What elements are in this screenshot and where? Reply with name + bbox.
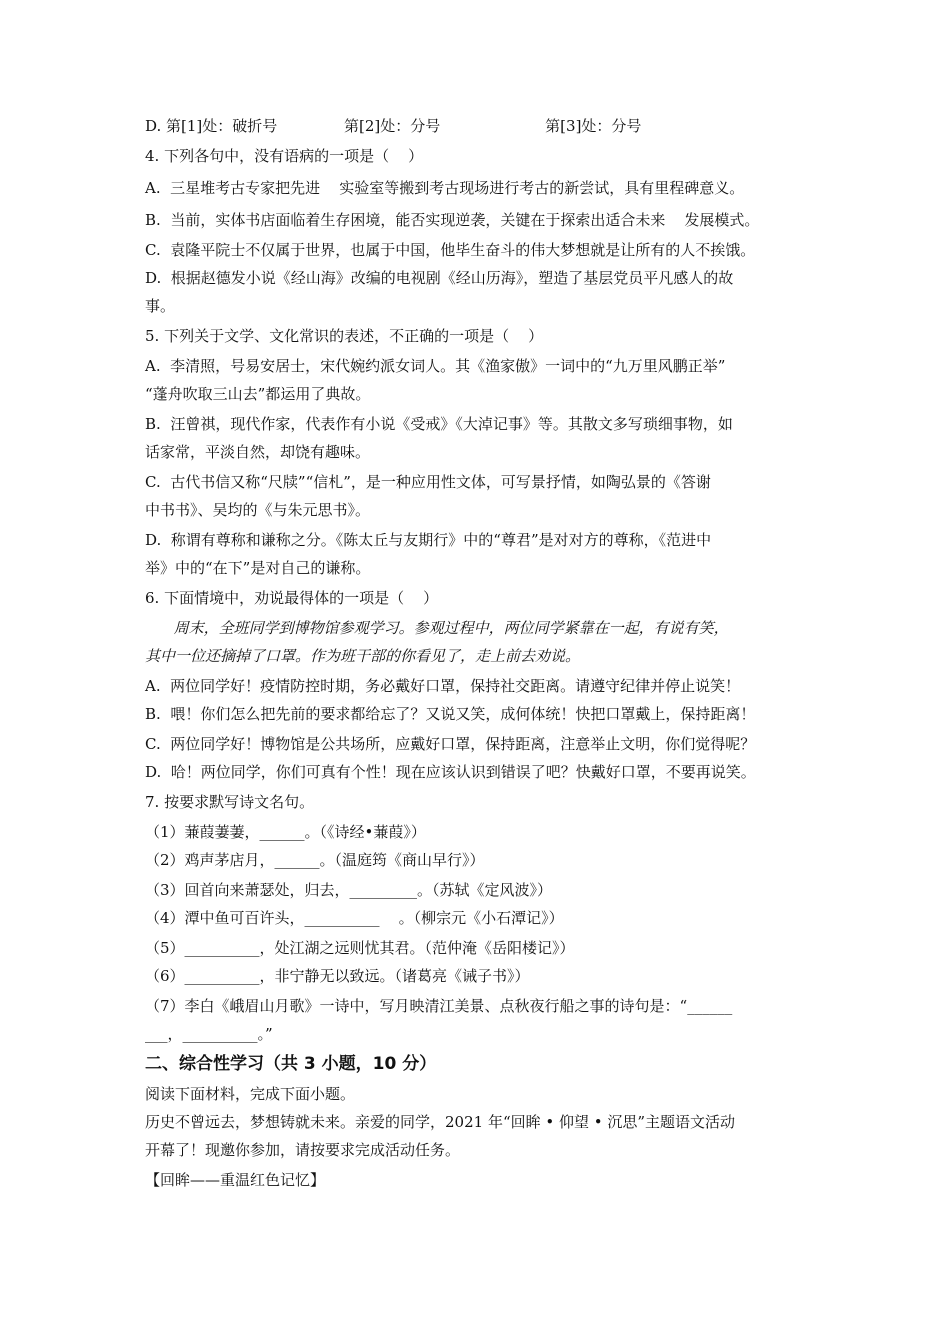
q4-option-d: D. 根据赵德发小说《经山海》改编的电视剧《经山历海》，塑造了基层党员平凡感人的故 [145,269,734,287]
q7-item-5: （5）__________，处江湖之远则忧其君。（范仲淹《岳阳楼记》） [145,939,575,957]
question-4: 4. 下列各句中，没有语病的一项是（ ） [145,147,424,165]
reading-instruction: 阅读下面材料，完成下面小题。 [145,1085,356,1103]
intro-paragraph-cont: 开幕了！现邀你参加，请按要求完成活动任务。 [145,1141,461,1159]
q5-option-a: A. 李清照，号易安居士，宋代婉约派女词人。其《渔家傲》一词中的“九万里风鹏正举” [145,357,726,375]
q7-item-7-cont: ___，__________。” [145,1025,273,1043]
question-5: 5. 下列关于文学、文化常识的表述，不正确的一项是（ ） [145,327,544,345]
q5-option-b-cont: 话家常，平淡自然，却饶有趣味。 [145,443,371,461]
q7-item-7: （7）李白《峨眉山月歌》一诗中，写月映清江美景、点秋夜行船之事的诗句是：“______ [145,997,733,1015]
q5-option-a-cont: “蓬舟吹取三山去”都运用了典故。 [145,385,371,403]
q4-option-b: B. 当前，实体书店面临着生存困境，能否实现逆袭，关键在于探索出适合未来 发展模式。 [145,211,760,229]
q6-scenario-cont: 其中一位还摘掉了口罩。作为班干部的你看见了，走上前去劝说。 [145,647,581,665]
q5-option-d: D. 称谓有尊称和谦称之分。《陈太丘与友期行》中的“尊君”是对对方的尊称，《范进中 [145,531,712,549]
intro-paragraph: 历史不曾远去，梦想铸就未来。亲爱的同学，2021 年“回眸 • 仰望 • 沉思”主题语文活动 [145,1113,736,1131]
question-7: 7. 按要求默写诗文名句。 [145,793,315,811]
section-heading: 二、综合性学习（共 3 小题，10 分） [145,1054,437,1074]
q4-option-d-cont: 事。 [145,297,176,315]
q5-option-b: B. 汪曾祺，现代作家，代表作有小说《受戒》《大淖记事》等。其散文多写琐细事物，如 [145,415,733,433]
q6-option-d: D. 哈！两位同学，你们可真有个性！现在应该认识到错误了吧？快戴好口罩，不要再说笑。 [145,763,756,781]
q7-item-3: （3）回首向来萧瑟处，归去，_________。（苏轼《定风波》） [145,881,553,899]
q5-option-c-cont: 中书书》、吴均的《与朱元思书》。 [145,501,371,519]
q6-option-a: A. 两位同学好！疫情防控时期，务必戴好口罩，保持社交距离。请遵守纪律并停止说笑！ [145,677,741,695]
q6-option-c: C. 两位同学好！博物馆是公共场所，应戴好口罩，保持距离，注意举止文明，你们觉得呢？ [145,735,756,753]
q7-item-1: （1）蒹葭萋萋，______。（《诗经•蒹葭》） [145,823,426,841]
q6-option-b: B. 喂！你们怎么把先前的要求都给忘了？又说又笑，成何体统！快把口罩戴上，保持距离！ [145,705,756,723]
q7-item-2: （2）鸡声茅店月，______。（温庭筠《商山早行》） [145,851,485,869]
q6-scenario: 周末，全班同学到博物馆参观学习。参观过程中，两位同学紧靠在一起，有说有笑， [145,619,729,637]
q5-option-c: C. 古代书信又称“尺牍”“信札”，是一种应用性文体，可写景抒情，如陶弘景的《答谢 [145,473,711,491]
q7-item-6: （6）__________，非宁静无以致远。（诸葛亮《诫子书》） [145,967,530,985]
q5-option-d-cont: 举》中的“在下”是对自己的谦称。 [145,559,371,577]
q4-option-a: A. 三星堆考古专家把先进 实验室等搬到考古现场进行考古的新尝试，具有里程碑意义。 [145,179,745,197]
q7-item-4: （4）潭中鱼可百许头，__________ 。（柳宗元《小石潭记》） [145,909,564,927]
option-d-prev: D. 第[1]处：破折号 第[2]处：分号 第[3]处：分号 [145,117,642,135]
question-6: 6. 下面情境中，劝说最得体的一项是（ ） [145,589,439,607]
subsection-title: 【回眸——重温红色记忆】 [145,1171,326,1189]
q4-option-c: C. 袁隆平院士不仅属于世界，也属于中国，他毕生奋斗的伟大梦想就是让所有的人不挨饿。 [145,241,756,259]
